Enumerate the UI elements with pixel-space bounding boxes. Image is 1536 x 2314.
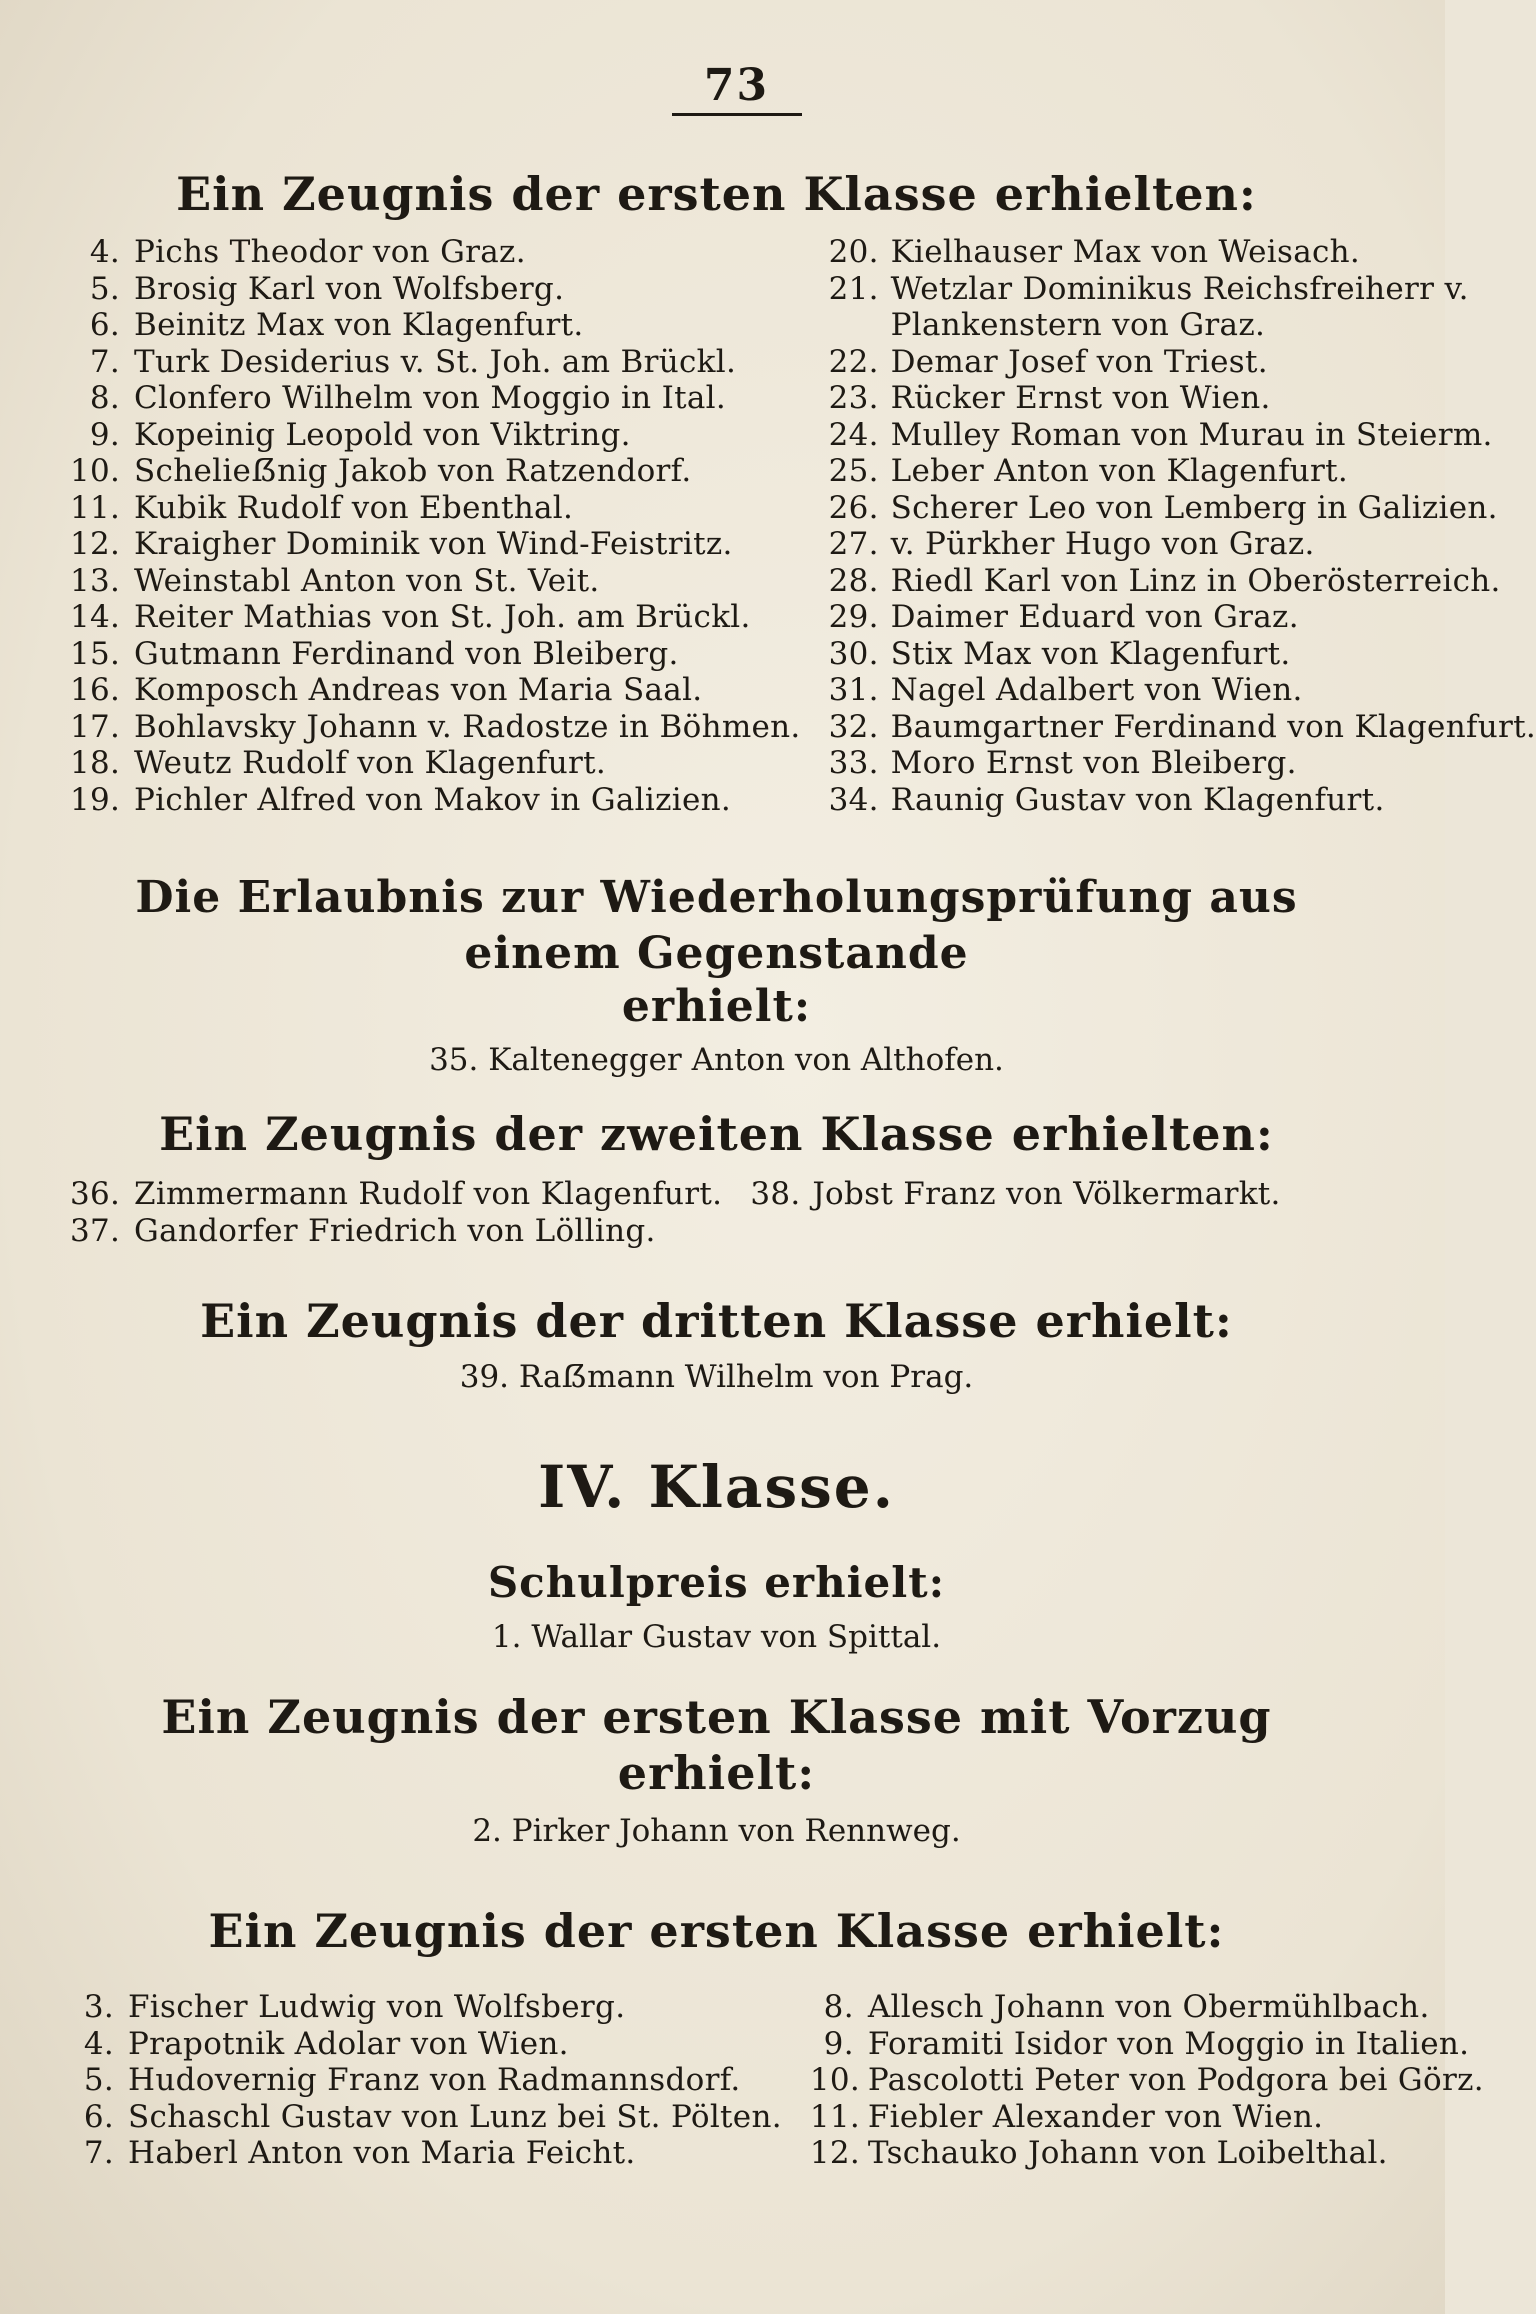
first-class-distinction-entry: 2. Pirker Johann von Rennweg. xyxy=(472,1813,961,1849)
first-class-list xyxy=(70,234,1536,818)
list-item-text: Pichler Alfred von Makov in Galizien. xyxy=(134,781,732,818)
page-number-rule xyxy=(672,113,802,116)
list-item-text: Zimmermann Rudolf von Klagenfurt. xyxy=(134,1176,723,1212)
list-item-text: Prapotnik Adolar von Wien. xyxy=(128,2025,569,2062)
list-item xyxy=(829,344,1536,381)
list-item-text: Tschauko Johann von Loibelthal. xyxy=(867,2135,1388,2171)
second-class-list-left xyxy=(70,1176,722,1249)
list-item-number: 11. xyxy=(70,489,121,526)
list-item-number: 23. xyxy=(828,380,879,416)
list-item-text: Riedl Karl von Linz in Oberösterreich. xyxy=(890,562,1501,599)
list-item-text: Turk Desiderius v. St. Joh. am Brückl. xyxy=(134,343,737,380)
list-item-text: Gutmann Ferdinand von Bleiberg. xyxy=(134,635,679,672)
list-item-number: 12. xyxy=(809,2135,861,2171)
list-item xyxy=(70,271,801,308)
list-item-text: Allesch Johann von Obermühlbach. xyxy=(867,1989,1430,2025)
list-item xyxy=(70,1989,782,2026)
list-item-text: Schelieẞnig Jakob von Ratzendorf. xyxy=(134,453,692,489)
list-item xyxy=(70,490,801,527)
list-item-text: Kubik Rudolf von Ebenthal. xyxy=(134,489,574,526)
list-item xyxy=(70,344,801,381)
list-item xyxy=(829,307,1536,344)
list-item-number: 38. xyxy=(750,1176,801,1212)
list-item-number: 6. xyxy=(89,307,120,343)
list-item xyxy=(70,745,801,782)
list-item-text: Rücker Ernst von Wien. xyxy=(890,380,1271,416)
list-item xyxy=(70,380,801,417)
list-item xyxy=(829,234,1536,271)
list-item-number: 6. xyxy=(83,2098,114,2135)
section-heading-reexam-line2: erhielt: xyxy=(621,981,812,1032)
list-item xyxy=(829,490,1536,527)
list-item xyxy=(70,234,801,271)
page-number: 73 xyxy=(703,60,770,111)
reexam-entry: 35. Kaltenegger Anton von Althofen. xyxy=(429,1042,1004,1078)
list-item xyxy=(810,2062,1484,2099)
list-item xyxy=(70,709,801,746)
list-item-number: 7. xyxy=(89,343,120,380)
list-item xyxy=(70,417,801,454)
second-class-list-right xyxy=(750,1176,1363,1249)
list-item-number: 5. xyxy=(83,2062,114,2098)
list-item-number: 22. xyxy=(828,343,879,380)
list-item-text: Daimer Eduard von Graz. xyxy=(890,599,1299,635)
list-item-number: 27. xyxy=(828,526,879,562)
list-item xyxy=(750,1176,1363,1213)
list-item-text: Demar Josef von Triest. xyxy=(890,343,1268,380)
list-item-number: 17. xyxy=(70,708,121,745)
second-class-list xyxy=(70,1176,1363,1249)
list-item-number: 20. xyxy=(828,234,879,270)
list-item-number: 32. xyxy=(828,708,879,745)
list-item-text: Clonfero Wilhelm von Moggio in Ital. xyxy=(134,380,727,416)
list-item-text: Raunig Gustav von Klagenfurt. xyxy=(890,781,1385,818)
list-item xyxy=(70,672,801,709)
list-item xyxy=(70,307,801,344)
list-item-text: Nagel Adalbert von Wien. xyxy=(890,672,1303,708)
list-item-number: 10. xyxy=(809,2062,861,2098)
list-item-number: 13. xyxy=(70,562,121,599)
list-item-text: Bohlavsky Johann v. Radostze in Böhmen. xyxy=(134,708,801,745)
list-item-text: Kopeinig Leopold von Viktring. xyxy=(134,416,631,453)
class-heading: IV. Klasse. xyxy=(538,1453,895,1521)
list-item xyxy=(810,2026,1484,2063)
list-item xyxy=(810,2135,1484,2172)
list-item-text: Gandorfer Friedrich von Lölling. xyxy=(134,1212,656,1249)
list-item-number: 8. xyxy=(823,1989,854,2025)
list-item-text: Fischer Ludwig von Wolfsberg. xyxy=(128,1989,626,2025)
list-item xyxy=(829,709,1536,746)
list-item-text: Baumgartner Ferdinand von Klagenfurt. xyxy=(890,708,1536,745)
list-item xyxy=(70,599,801,636)
list-item xyxy=(810,1989,1484,2026)
list-item-number: 11. xyxy=(809,2098,861,2135)
list-item-number: 28. xyxy=(828,562,879,599)
list-item-text: Scherer Leo von Lemberg in Galizien. xyxy=(890,489,1498,526)
list-item-text: Brosig Karl von Wolfsberg. xyxy=(134,270,565,307)
list-item-number: 36. xyxy=(70,1176,121,1212)
list-item xyxy=(70,636,801,673)
list-item xyxy=(70,2135,782,2172)
list-item xyxy=(829,672,1536,709)
section-heading-third-class: Ein Zeugnis der dritten Klasse erhielt: xyxy=(200,1294,1233,1348)
list-item-number: 21. xyxy=(828,270,879,307)
list-item-text: Kielhauser Max von Weisach. xyxy=(890,234,1361,270)
list-item-number: 26. xyxy=(828,489,879,526)
list-item xyxy=(829,599,1536,636)
list-item-text: Foramiti Isidor von Moggio in Italien. xyxy=(867,2025,1470,2062)
list-item xyxy=(829,453,1536,490)
list-item-number: 14. xyxy=(70,599,121,635)
list-item xyxy=(70,1213,722,1250)
list-item-number: 16. xyxy=(70,672,121,708)
first-class-list-right xyxy=(829,234,1536,818)
list-item-text: v. Pürkher Hugo von Graz. xyxy=(890,526,1315,562)
list-item-number: 9. xyxy=(89,416,120,453)
list-item-text: Kraigher Dominik von Wind-Feistritz. xyxy=(134,526,733,562)
list-item-text: Schaschl Gustav von Lunz bei St. Pölten. xyxy=(128,2098,782,2135)
list-item-text: Reiter Mathias von St. Joh. am Brückl. xyxy=(134,599,751,635)
list-item xyxy=(70,526,801,563)
section-heading-first-class-plural: Ein Zeugnis der ersten Klasse erhielten: xyxy=(176,167,1257,221)
list-item-number: 37. xyxy=(70,1212,121,1249)
list-item-text: Pichs Theodor von Graz. xyxy=(134,234,526,270)
list-item-number: 12. xyxy=(70,526,121,562)
list-item-number: 18. xyxy=(70,745,121,781)
list-item-number: 19. xyxy=(70,781,121,818)
list-item-number: 29. xyxy=(828,599,879,635)
school-prize-entry: 1. Wallar Gustav von Spittal. xyxy=(491,1619,942,1655)
list-item-number: 15. xyxy=(70,635,121,672)
list-item xyxy=(829,745,1536,782)
first-class-list-iv xyxy=(70,1989,1484,2172)
list-item-text: Plankenstern von Graz. xyxy=(890,307,1266,343)
section-heading-first-class-distinction: Ein Zeugnis der ersten Klasse mit Vorzug erhielt: xyxy=(161,1690,1272,1800)
section-heading-second-class: Ein Zeugnis der zweiten Klasse erhielten: xyxy=(159,1107,1274,1161)
list-item-text: Mulley Roman von Murau in Steierm. xyxy=(890,416,1493,453)
list-item-number: 30. xyxy=(828,635,879,672)
list-item-number: 25. xyxy=(828,453,879,489)
list-item-text: Leber Anton von Klagenfurt. xyxy=(890,453,1349,489)
list-item-text: Beinitz Max von Klagenfurt. xyxy=(134,307,584,343)
list-item-text: Fiebler Alexander von Wien. xyxy=(867,2098,1324,2135)
section-heading-school-prize: Schulpreis erhielt: xyxy=(487,1558,946,1607)
list-item xyxy=(70,563,801,600)
list-item-number: 7. xyxy=(83,2135,114,2171)
list-item-text: Komposch Andreas von Maria Saal. xyxy=(134,672,703,708)
list-item-number: 10. xyxy=(70,453,121,489)
list-item xyxy=(70,782,801,819)
section-heading-reexam: Die Erlaubnis zur Wiederholungsprüfung aus einem Gegenstande xyxy=(135,872,1298,979)
list-item xyxy=(829,782,1536,819)
list-item-number: 3. xyxy=(83,1989,114,2025)
list-item-number: 31. xyxy=(828,672,879,708)
list-item-number: 8. xyxy=(89,380,120,416)
list-item-number: 4. xyxy=(83,2025,114,2062)
list-item-number: 33. xyxy=(828,745,879,781)
list-item-number: 4. xyxy=(89,234,120,270)
list-item-number: 5. xyxy=(89,270,120,307)
first-class-list-iv-left xyxy=(70,1989,782,2172)
first-class-list-left xyxy=(70,234,801,818)
list-item xyxy=(829,271,1536,308)
list-item-text: Hudovernig Franz von Radmannsdorf. xyxy=(128,2062,741,2098)
list-item-text: Moro Ernst von Bleiberg. xyxy=(890,745,1297,781)
section-heading-first-class-singular: Ein Zeugnis der ersten Klasse erhielt: xyxy=(208,1904,1225,1958)
list-item xyxy=(70,2062,782,2099)
list-item xyxy=(810,2099,1484,2136)
list-item-text: Pascolotti Peter von Podgora bei Görz. xyxy=(867,2062,1484,2098)
list-item xyxy=(70,2099,782,2136)
list-item xyxy=(829,636,1536,673)
list-item-number: 9. xyxy=(823,2025,854,2062)
list-item xyxy=(829,526,1536,563)
list-item-text: Weutz Rudolf von Klagenfurt. xyxy=(134,745,607,781)
list-item xyxy=(70,2026,782,2063)
list-item-text: Weinstabl Anton von St. Veit. xyxy=(134,562,600,599)
list-item-text: Wetzlar Dominikus Reichsfreiherr v. xyxy=(890,270,1469,307)
list-item-number: 34. xyxy=(828,781,879,818)
first-class-list-iv-right xyxy=(810,1989,1484,2172)
list-item xyxy=(829,417,1536,454)
list-item xyxy=(70,1176,722,1213)
list-item-text: Stix Max von Klagenfurt. xyxy=(890,635,1291,672)
list-item xyxy=(829,380,1536,417)
third-class-entry: 39. Raẞmann Wilhelm von Prag. xyxy=(459,1359,974,1395)
list-item xyxy=(70,453,801,490)
list-item-number: 24. xyxy=(828,416,879,453)
list-item-text: Haberl Anton von Maria Feicht. xyxy=(128,2135,636,2171)
list-item xyxy=(829,563,1536,600)
list-item-text: Jobst Franz von Völkermarkt. xyxy=(812,1176,1281,1212)
